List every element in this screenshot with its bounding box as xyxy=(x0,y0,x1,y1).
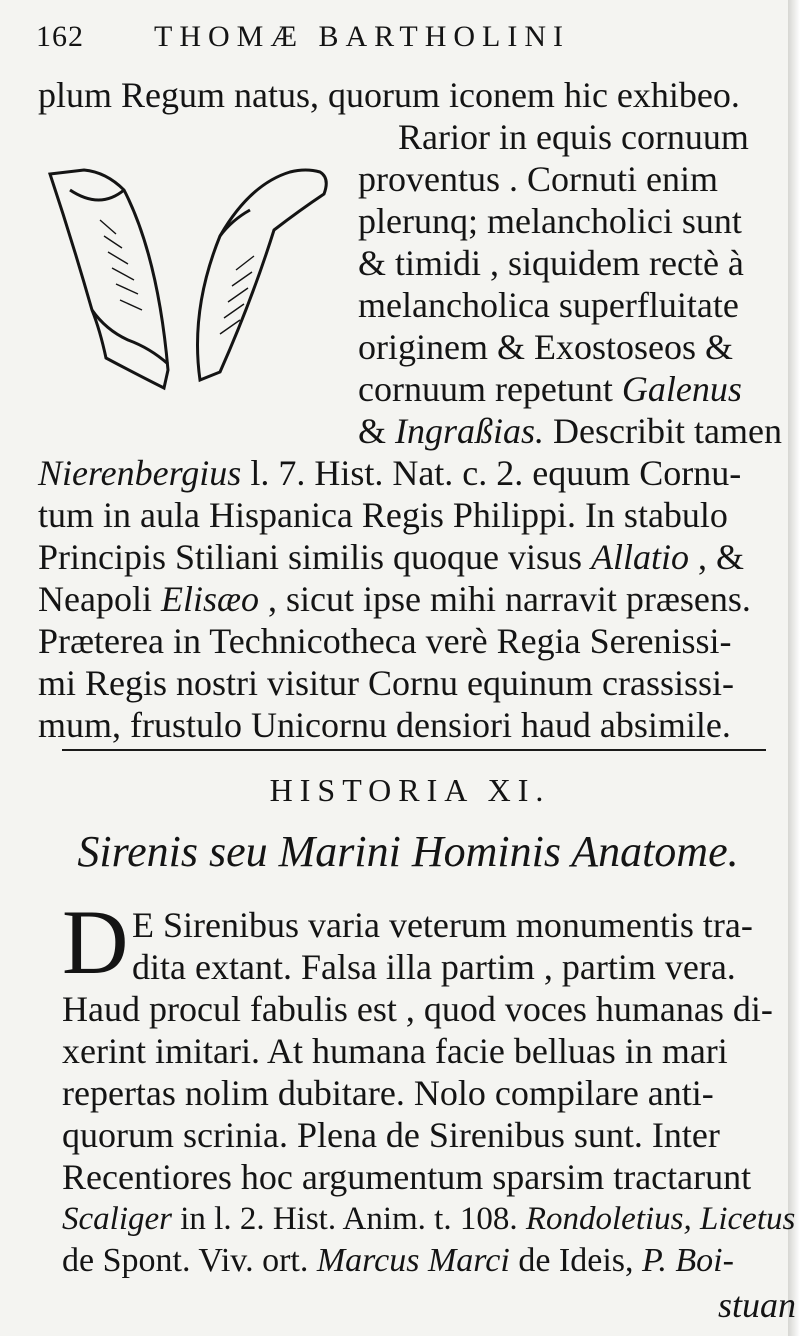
author-name: Rondoletius, Licetus xyxy=(525,1201,796,1237)
left-horn xyxy=(50,170,168,388)
right-horn-hatching xyxy=(220,256,254,334)
text-line xyxy=(38,536,744,578)
text-line: Haud procul fabulis est , quod voces humanas di- xyxy=(62,989,773,1029)
drop-cap: D xyxy=(62,891,129,993)
text-span: de Spont. Viv. ort. xyxy=(62,1242,317,1279)
text-line: dita extant. Falsa illa partim , partim vera. xyxy=(132,947,736,987)
text-line: & timidi , siquidem rectè à xyxy=(358,243,744,283)
author-name: Elisæo xyxy=(160,579,259,619)
running-header xyxy=(36,20,570,54)
text-span: , & xyxy=(689,537,745,577)
text-span: cornuum repetunt xyxy=(358,369,622,409)
page-edge xyxy=(788,0,800,1336)
text-span: in l. 2. Hist. Anim. t. 108. xyxy=(171,1201,526,1237)
text-line: xerint imitari. At humana facie belluas in mari xyxy=(62,1031,728,1071)
text-span: & xyxy=(358,411,396,451)
text-span: Describit tamen xyxy=(544,411,782,451)
text-line: mum, frustulo Unicornu densiori haud absimile. xyxy=(38,705,731,745)
author-name: Galenus xyxy=(621,369,742,409)
text-line: melancholica superfluitate xyxy=(358,285,739,325)
author-name: Allatio xyxy=(591,537,690,577)
author-name: Ingraßias. xyxy=(395,411,545,451)
text-line xyxy=(38,452,741,494)
text-line: Recentiores hoc argumentum sparsim tractarunt xyxy=(62,1157,752,1197)
text-line: Rarior in equis cornuum xyxy=(398,117,749,157)
text-span: , sicut ipse mihi narravit præsens. xyxy=(258,579,751,619)
page-number: 162 xyxy=(36,20,84,53)
text-line: E Sirenibus varia veterum monumentis tra- xyxy=(132,905,753,945)
left-horn-tip xyxy=(70,190,124,200)
running-title: THOMÆ BARTHOLINI xyxy=(154,20,571,53)
text-line: mi Regis nostri visitur Cornu equinum crassissi- xyxy=(38,663,734,703)
text-line xyxy=(38,578,751,620)
text-line xyxy=(358,368,742,410)
text-line xyxy=(62,1240,734,1282)
text-line: proventus . Cornuti enim xyxy=(358,159,718,199)
left-horn-base xyxy=(92,310,168,364)
section-heading: HISTORIA XI. xyxy=(269,772,551,808)
text-line: plerunq; melancholici sunt xyxy=(358,201,742,241)
text-line: plum Regum natus, quorum iconem hic exhibeo. xyxy=(38,75,740,115)
author-name: Scaliger xyxy=(62,1201,172,1237)
text-line xyxy=(62,1198,795,1240)
section-divider xyxy=(62,749,766,751)
right-horn xyxy=(198,170,327,380)
text-line xyxy=(358,410,782,452)
text-line: originem & Exostoseos & xyxy=(358,327,733,367)
text-line: repertas nolim dubitare. Nolo compilare anti- xyxy=(62,1073,714,1113)
text-line: Præterea in Technicotheca verè Regia Serenissi- xyxy=(38,621,732,661)
text-span: l. 7. Hist. Nat. c. 2. equum Cornu- xyxy=(241,453,742,493)
author-name: P. Boi- xyxy=(642,1242,734,1279)
horn-illustration xyxy=(40,160,340,400)
left-horn-hatching xyxy=(100,220,142,310)
author-name: Marcus Marci xyxy=(316,1242,510,1279)
text-line: quorum scrinia. Plena de Sirenibus sunt. Inter xyxy=(62,1115,720,1155)
text-line: tum in aula Hispanica Regis Philippi. In stabulo xyxy=(38,495,728,535)
catchword: stuan xyxy=(718,1285,797,1325)
text-span: de Ideis, xyxy=(509,1242,642,1279)
author-name: Nierenbergius xyxy=(38,453,242,493)
text-span: Neapoli xyxy=(38,579,161,619)
text-span: Principis Stiliani similis quoque visus xyxy=(38,537,592,577)
section-subtitle: Sirenis seu Marini Hominis Anatome. xyxy=(77,827,739,876)
